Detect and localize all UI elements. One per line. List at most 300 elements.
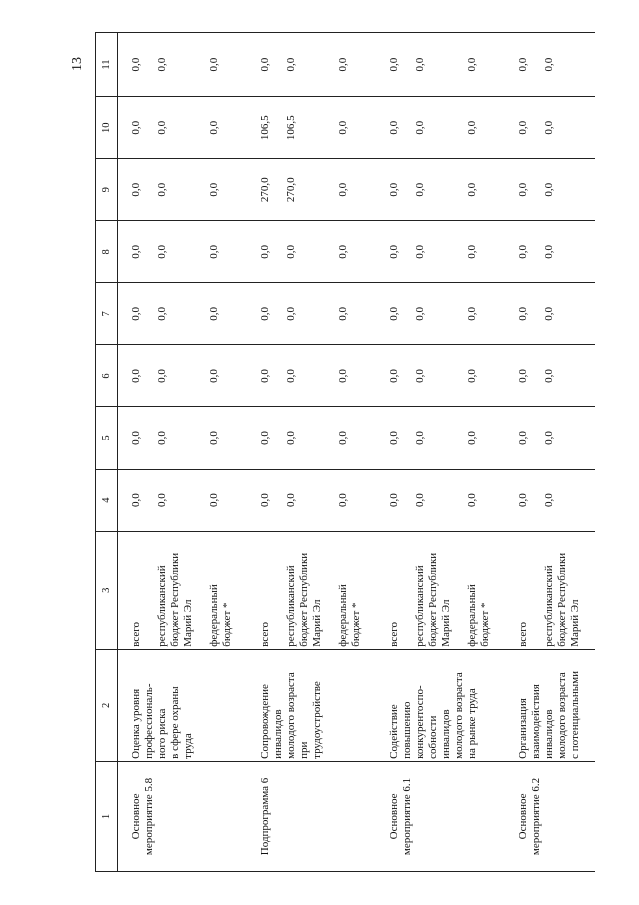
- value-text: 0,0: [466, 57, 478, 72]
- value-text: 0,0: [285, 369, 297, 383]
- funding-source-line: всего: [259, 621, 271, 647]
- value-text: 270,0: [259, 177, 271, 203]
- value-cell: [388, 97, 505, 159]
- spacer-cell: [376, 221, 388, 283]
- value-cell: [388, 469, 505, 531]
- spacer-cell: [247, 159, 259, 221]
- funding-source-line: бюджет Республики: [298, 552, 310, 647]
- value-text: 0,0: [259, 369, 271, 383]
- value-text: 0,0: [543, 57, 555, 72]
- value-gap: [479, 285, 492, 342]
- spacer-cell: [505, 761, 517, 871]
- value-text: 0,0: [259, 493, 271, 507]
- value-cell: [259, 221, 376, 283]
- value-gap: [143, 472, 156, 529]
- funding-source-line: бюджет *: [479, 602, 491, 647]
- measure-description-cell: [517, 649, 595, 761]
- spacer-cell: [118, 761, 131, 871]
- spacer-cell: [247, 33, 259, 97]
- value-gap: [401, 35, 414, 94]
- description-line: Содействие: [388, 704, 400, 759]
- value-gap: [324, 223, 337, 280]
- value-gap: [427, 99, 440, 156]
- value-gap: [221, 99, 234, 156]
- value-gap: [350, 347, 363, 404]
- value-gap: [440, 472, 453, 529]
- description-line: Оценка уровня: [130, 688, 142, 759]
- header-row: [96, 33, 118, 872]
- value-gap: [479, 161, 492, 218]
- value-text: 0,0: [130, 120, 142, 135]
- value-gap: [427, 285, 440, 342]
- description-line: повышению: [401, 701, 413, 759]
- value-cell: [259, 407, 376, 469]
- value-text: 0,0: [517, 493, 529, 507]
- funding-source-line: Марий Эл: [569, 599, 581, 647]
- value-text: 0,0: [285, 431, 297, 445]
- value-cell: [259, 283, 376, 345]
- value-text: 0,0: [517, 57, 529, 72]
- value-text: 0,0: [130, 307, 142, 321]
- spacer-cell: [376, 345, 388, 407]
- row-spacer: [247, 33, 259, 872]
- value-gap: [582, 285, 595, 342]
- description-line: инвалидов: [440, 709, 452, 759]
- value-gap: [363, 223, 376, 280]
- funding-source-cell: [517, 531, 595, 649]
- value-gap: [324, 347, 337, 404]
- spacer-cell: [505, 531, 517, 649]
- value-gap: [195, 409, 208, 466]
- value-gap: [182, 35, 195, 94]
- value-gap: [298, 223, 311, 280]
- value-gap: [221, 285, 234, 342]
- spacer-cell: [118, 97, 131, 159]
- value-gap: [363, 409, 376, 466]
- value-gap: [427, 35, 440, 94]
- spacer-cell: [505, 649, 517, 761]
- value-gap: [363, 35, 376, 94]
- value-text: 0,0: [517, 182, 529, 197]
- value-text: 0,0: [208, 369, 220, 383]
- table-body: [118, 33, 596, 872]
- value-text: 0,0: [543, 369, 555, 383]
- value-gap: [298, 472, 311, 529]
- value-text: 0,0: [130, 369, 142, 383]
- description-line: Организация: [517, 698, 529, 759]
- funding-source-cell: [259, 531, 376, 649]
- column-header: 7: [96, 283, 118, 345]
- value-gap: [298, 347, 311, 404]
- value-gap: [143, 347, 156, 404]
- value-cell: [388, 33, 505, 97]
- description-line: молодого возраста: [285, 672, 297, 759]
- source-gap: [234, 534, 247, 647]
- value-gap: [427, 409, 440, 466]
- value-gap: [440, 161, 453, 218]
- column-header: 1: [96, 761, 118, 871]
- source-gap: [363, 534, 376, 647]
- value-text: 0,0: [259, 244, 271, 259]
- spacer-cell: [505, 469, 517, 531]
- spacer-cell: [247, 221, 259, 283]
- value-text: 0,0: [543, 182, 555, 197]
- value-gap: [182, 285, 195, 342]
- value-text: 0,0: [517, 369, 529, 383]
- value-gap: [350, 285, 363, 342]
- column-header: 9: [96, 159, 118, 221]
- value-cell: [259, 159, 376, 221]
- value-gap: [169, 347, 182, 404]
- value-gap: [234, 409, 247, 466]
- value-text: 0,0: [130, 57, 142, 72]
- value-text: 0,0: [130, 493, 142, 507]
- value-cell: [388, 283, 505, 345]
- table-row: [130, 33, 247, 872]
- value-gap: [169, 99, 182, 156]
- value-cell: [130, 97, 247, 159]
- value-text: 0,0: [130, 182, 142, 197]
- value-gap: [479, 409, 492, 466]
- value-gap: [311, 223, 324, 280]
- value-cell: [130, 33, 247, 97]
- funding-source-line: Марий Эл: [311, 599, 323, 647]
- budget-table: [95, 32, 595, 872]
- value-text: 0,0: [466, 120, 478, 135]
- value-gap: [195, 347, 208, 404]
- value-text: 106,5: [285, 115, 297, 141]
- value-gap: [582, 35, 595, 94]
- column-header: 2: [96, 649, 118, 761]
- value-text: 0,0: [285, 493, 297, 507]
- value-gap: [530, 472, 543, 529]
- source-gap: [530, 534, 543, 647]
- value-text: 0,0: [337, 244, 349, 259]
- funding-source-line: республиканский: [285, 565, 297, 647]
- value-gap: [440, 99, 453, 156]
- value-text: 0,0: [208, 493, 220, 507]
- spacer-cell: [247, 345, 259, 407]
- value-gap: [556, 99, 569, 156]
- value-text: 0,0: [414, 307, 426, 321]
- value-gap: [298, 285, 311, 342]
- value-gap: [195, 99, 208, 156]
- value-gap: [530, 409, 543, 466]
- value-gap: [272, 99, 285, 156]
- value-text: 0,0: [388, 244, 400, 259]
- value-gap: [298, 161, 311, 218]
- value-text: 0,0: [414, 431, 426, 445]
- value-cell: [517, 33, 595, 97]
- value-text: 0,0: [543, 431, 555, 445]
- value-text: 0,0: [543, 307, 555, 321]
- description-line: труда: [182, 733, 194, 759]
- value-gap: [143, 285, 156, 342]
- funding-source-line: федеральный: [208, 584, 220, 647]
- table-row: [517, 33, 595, 872]
- spacer-cell: [247, 531, 259, 649]
- value-gap: [195, 223, 208, 280]
- value-text: 0,0: [337, 182, 349, 197]
- funding-source-line: федеральный: [337, 584, 349, 647]
- source-gap: [492, 534, 505, 647]
- source-gap: [401, 534, 414, 647]
- value-gap: [311, 409, 324, 466]
- value-text: 0,0: [337, 431, 349, 445]
- value-gap: [143, 99, 156, 156]
- value-gap: [492, 35, 505, 94]
- value-gap: [453, 223, 466, 280]
- value-gap: [182, 472, 195, 529]
- value-gap: [234, 99, 247, 156]
- value-gap: [569, 409, 582, 466]
- source-gap: [453, 534, 466, 647]
- value-gap: [582, 409, 595, 466]
- measure-description-cell: [388, 649, 505, 761]
- spacer-cell: [505, 283, 517, 345]
- spacer-cell: [505, 345, 517, 407]
- value-gap: [530, 35, 543, 94]
- value-gap: [182, 223, 195, 280]
- measure-description-cell: [259, 649, 376, 761]
- value-text: 0,0: [388, 369, 400, 383]
- value-gap: [311, 347, 324, 404]
- value-text: 0,0: [466, 369, 478, 383]
- value-gap: [401, 285, 414, 342]
- spacer-cell: [118, 407, 131, 469]
- value-gap: [195, 472, 208, 529]
- value-text: 0,0: [337, 57, 349, 72]
- value-gap: [569, 347, 582, 404]
- value-gap: [479, 472, 492, 529]
- value-gap: [221, 472, 234, 529]
- value-gap: [479, 347, 492, 404]
- value-gap: [492, 285, 505, 342]
- value-text: 0,0: [466, 182, 478, 197]
- value-cell: [517, 469, 595, 531]
- funding-source-line: республиканский: [156, 565, 168, 647]
- value-gap: [582, 223, 595, 280]
- value-gap: [234, 347, 247, 404]
- value-cell: [259, 469, 376, 531]
- value-gap: [440, 35, 453, 94]
- value-gap: [272, 161, 285, 218]
- value-gap: [492, 223, 505, 280]
- value-text: 0,0: [337, 493, 349, 507]
- funding-source-line: всего: [517, 621, 529, 647]
- table-row: [259, 33, 376, 872]
- value-cell: [130, 283, 247, 345]
- spacer-cell: [247, 649, 259, 761]
- funding-source-line: Марий Эл: [440, 599, 452, 647]
- value-gap: [530, 285, 543, 342]
- column-header: 6: [96, 345, 118, 407]
- value-gap: [401, 472, 414, 529]
- value-cell: [388, 407, 505, 469]
- spacer-cell: [247, 407, 259, 469]
- value-gap: [440, 285, 453, 342]
- value-cell: [517, 283, 595, 345]
- value-gap: [272, 223, 285, 280]
- column-header: 10: [96, 97, 118, 159]
- value-text: 0,0: [285, 57, 297, 72]
- value-text: 0,0: [543, 493, 555, 507]
- spacer-cell: [376, 469, 388, 531]
- value-cell: [259, 33, 376, 97]
- description-line: инвалидов: [543, 709, 555, 759]
- value-text: 0,0: [156, 369, 168, 383]
- spacer-cell: [118, 221, 131, 283]
- value-gap: [143, 161, 156, 218]
- value-cell: [130, 469, 247, 531]
- column-header: 11: [96, 33, 118, 97]
- value-gap: [221, 161, 234, 218]
- value-gap: [569, 161, 582, 218]
- value-gap: [169, 472, 182, 529]
- value-cell: [517, 345, 595, 407]
- value-text: 0,0: [543, 120, 555, 135]
- value-cell: [517, 407, 595, 469]
- value-gap: [479, 35, 492, 94]
- value-gap: [492, 161, 505, 218]
- spacer-cell: [247, 761, 259, 871]
- value-text: 0,0: [208, 244, 220, 259]
- value-gap: [556, 35, 569, 94]
- spacer-cell: [118, 283, 131, 345]
- value-text: 0,0: [414, 493, 426, 507]
- value-gap: [453, 161, 466, 218]
- value-cell: [517, 97, 595, 159]
- value-gap: [350, 409, 363, 466]
- source-gap: [324, 534, 337, 647]
- value-gap: [556, 161, 569, 218]
- value-gap: [169, 409, 182, 466]
- spacer-cell: [247, 469, 259, 531]
- row-spacer: [118, 33, 131, 872]
- value-gap: [569, 223, 582, 280]
- value-text: 0,0: [156, 493, 168, 507]
- value-gap: [530, 347, 543, 404]
- description-line: инвалидов: [272, 709, 284, 759]
- row-spacer: [376, 33, 388, 872]
- funding-source-line: бюджет Республики: [556, 552, 568, 647]
- value-gap: [582, 161, 595, 218]
- spacer-cell: [118, 159, 131, 221]
- value-gap: [272, 35, 285, 94]
- value-text: 0,0: [130, 244, 142, 259]
- value-text: 0,0: [388, 57, 400, 72]
- spacer-cell: [118, 33, 131, 97]
- description-line: с потенциальными: [569, 671, 581, 759]
- description-line: при: [298, 741, 310, 759]
- value-text: 0,0: [337, 307, 349, 321]
- program-name-cell: Основное мероприятие 6.1: [388, 761, 505, 871]
- value-text: 0,0: [414, 244, 426, 259]
- value-gap: [492, 472, 505, 529]
- funding-source-line: Марий Эл: [182, 599, 194, 647]
- source-gap: [143, 534, 156, 647]
- source-gap: [272, 534, 285, 647]
- value-gap: [234, 161, 247, 218]
- value-text: 0,0: [414, 369, 426, 383]
- value-gap: [582, 472, 595, 529]
- value-gap: [350, 223, 363, 280]
- value-cell: [517, 221, 595, 283]
- column-header: 3: [96, 531, 118, 649]
- value-gap: [350, 35, 363, 94]
- spacer-cell: [118, 345, 131, 407]
- value-cell: [388, 221, 505, 283]
- value-text: 0,0: [414, 120, 426, 135]
- value-gap: [453, 35, 466, 94]
- value-gap: [530, 161, 543, 218]
- column-header: 8: [96, 221, 118, 283]
- value-text: 0,0: [466, 244, 478, 259]
- value-gap: [221, 409, 234, 466]
- value-gap: [530, 99, 543, 156]
- value-gap: [401, 347, 414, 404]
- value-text: 0,0: [156, 57, 168, 72]
- spacer-cell: [247, 283, 259, 345]
- value-text: 0,0: [414, 57, 426, 72]
- value-gap: [363, 285, 376, 342]
- description-line: ного риска: [156, 708, 168, 759]
- value-gap: [234, 472, 247, 529]
- funding-source-line: республиканский: [543, 565, 555, 647]
- value-text: 0,0: [156, 182, 168, 197]
- value-gap: [298, 409, 311, 466]
- value-gap: [363, 99, 376, 156]
- value-gap: [221, 35, 234, 94]
- value-gap: [530, 223, 543, 280]
- value-cell: [130, 407, 247, 469]
- value-gap: [324, 161, 337, 218]
- funding-source-line: бюджет *: [350, 602, 362, 647]
- funding-source-line: всего: [388, 621, 400, 647]
- value-gap: [272, 409, 285, 466]
- spacer-cell: [118, 531, 131, 649]
- funding-source-line: бюджет Республики: [169, 552, 181, 647]
- value-gap: [582, 99, 595, 156]
- value-gap: [143, 35, 156, 94]
- value-gap: [492, 99, 505, 156]
- value-cell: [130, 221, 247, 283]
- value-gap: [324, 409, 337, 466]
- value-gap: [298, 35, 311, 94]
- value-text: 0,0: [543, 244, 555, 259]
- value-text: 0,0: [466, 307, 478, 321]
- value-gap: [569, 35, 582, 94]
- description-line: конкурентоспо-: [414, 685, 426, 759]
- description-line: Сопровождение: [259, 684, 271, 759]
- value-gap: [363, 347, 376, 404]
- value-gap: [427, 223, 440, 280]
- value-cell: [388, 159, 505, 221]
- value-text: 0,0: [156, 307, 168, 321]
- funding-source-line: бюджет *: [221, 602, 233, 647]
- description-line: на рынке труда: [466, 688, 478, 759]
- spacer-cell: [376, 159, 388, 221]
- value-gap: [440, 223, 453, 280]
- spacer-cell: [376, 33, 388, 97]
- value-gap: [234, 285, 247, 342]
- value-gap: [195, 35, 208, 94]
- value-gap: [272, 472, 285, 529]
- value-gap: [311, 99, 324, 156]
- value-gap: [453, 472, 466, 529]
- value-cell: [130, 345, 247, 407]
- description-line: собности: [427, 715, 439, 759]
